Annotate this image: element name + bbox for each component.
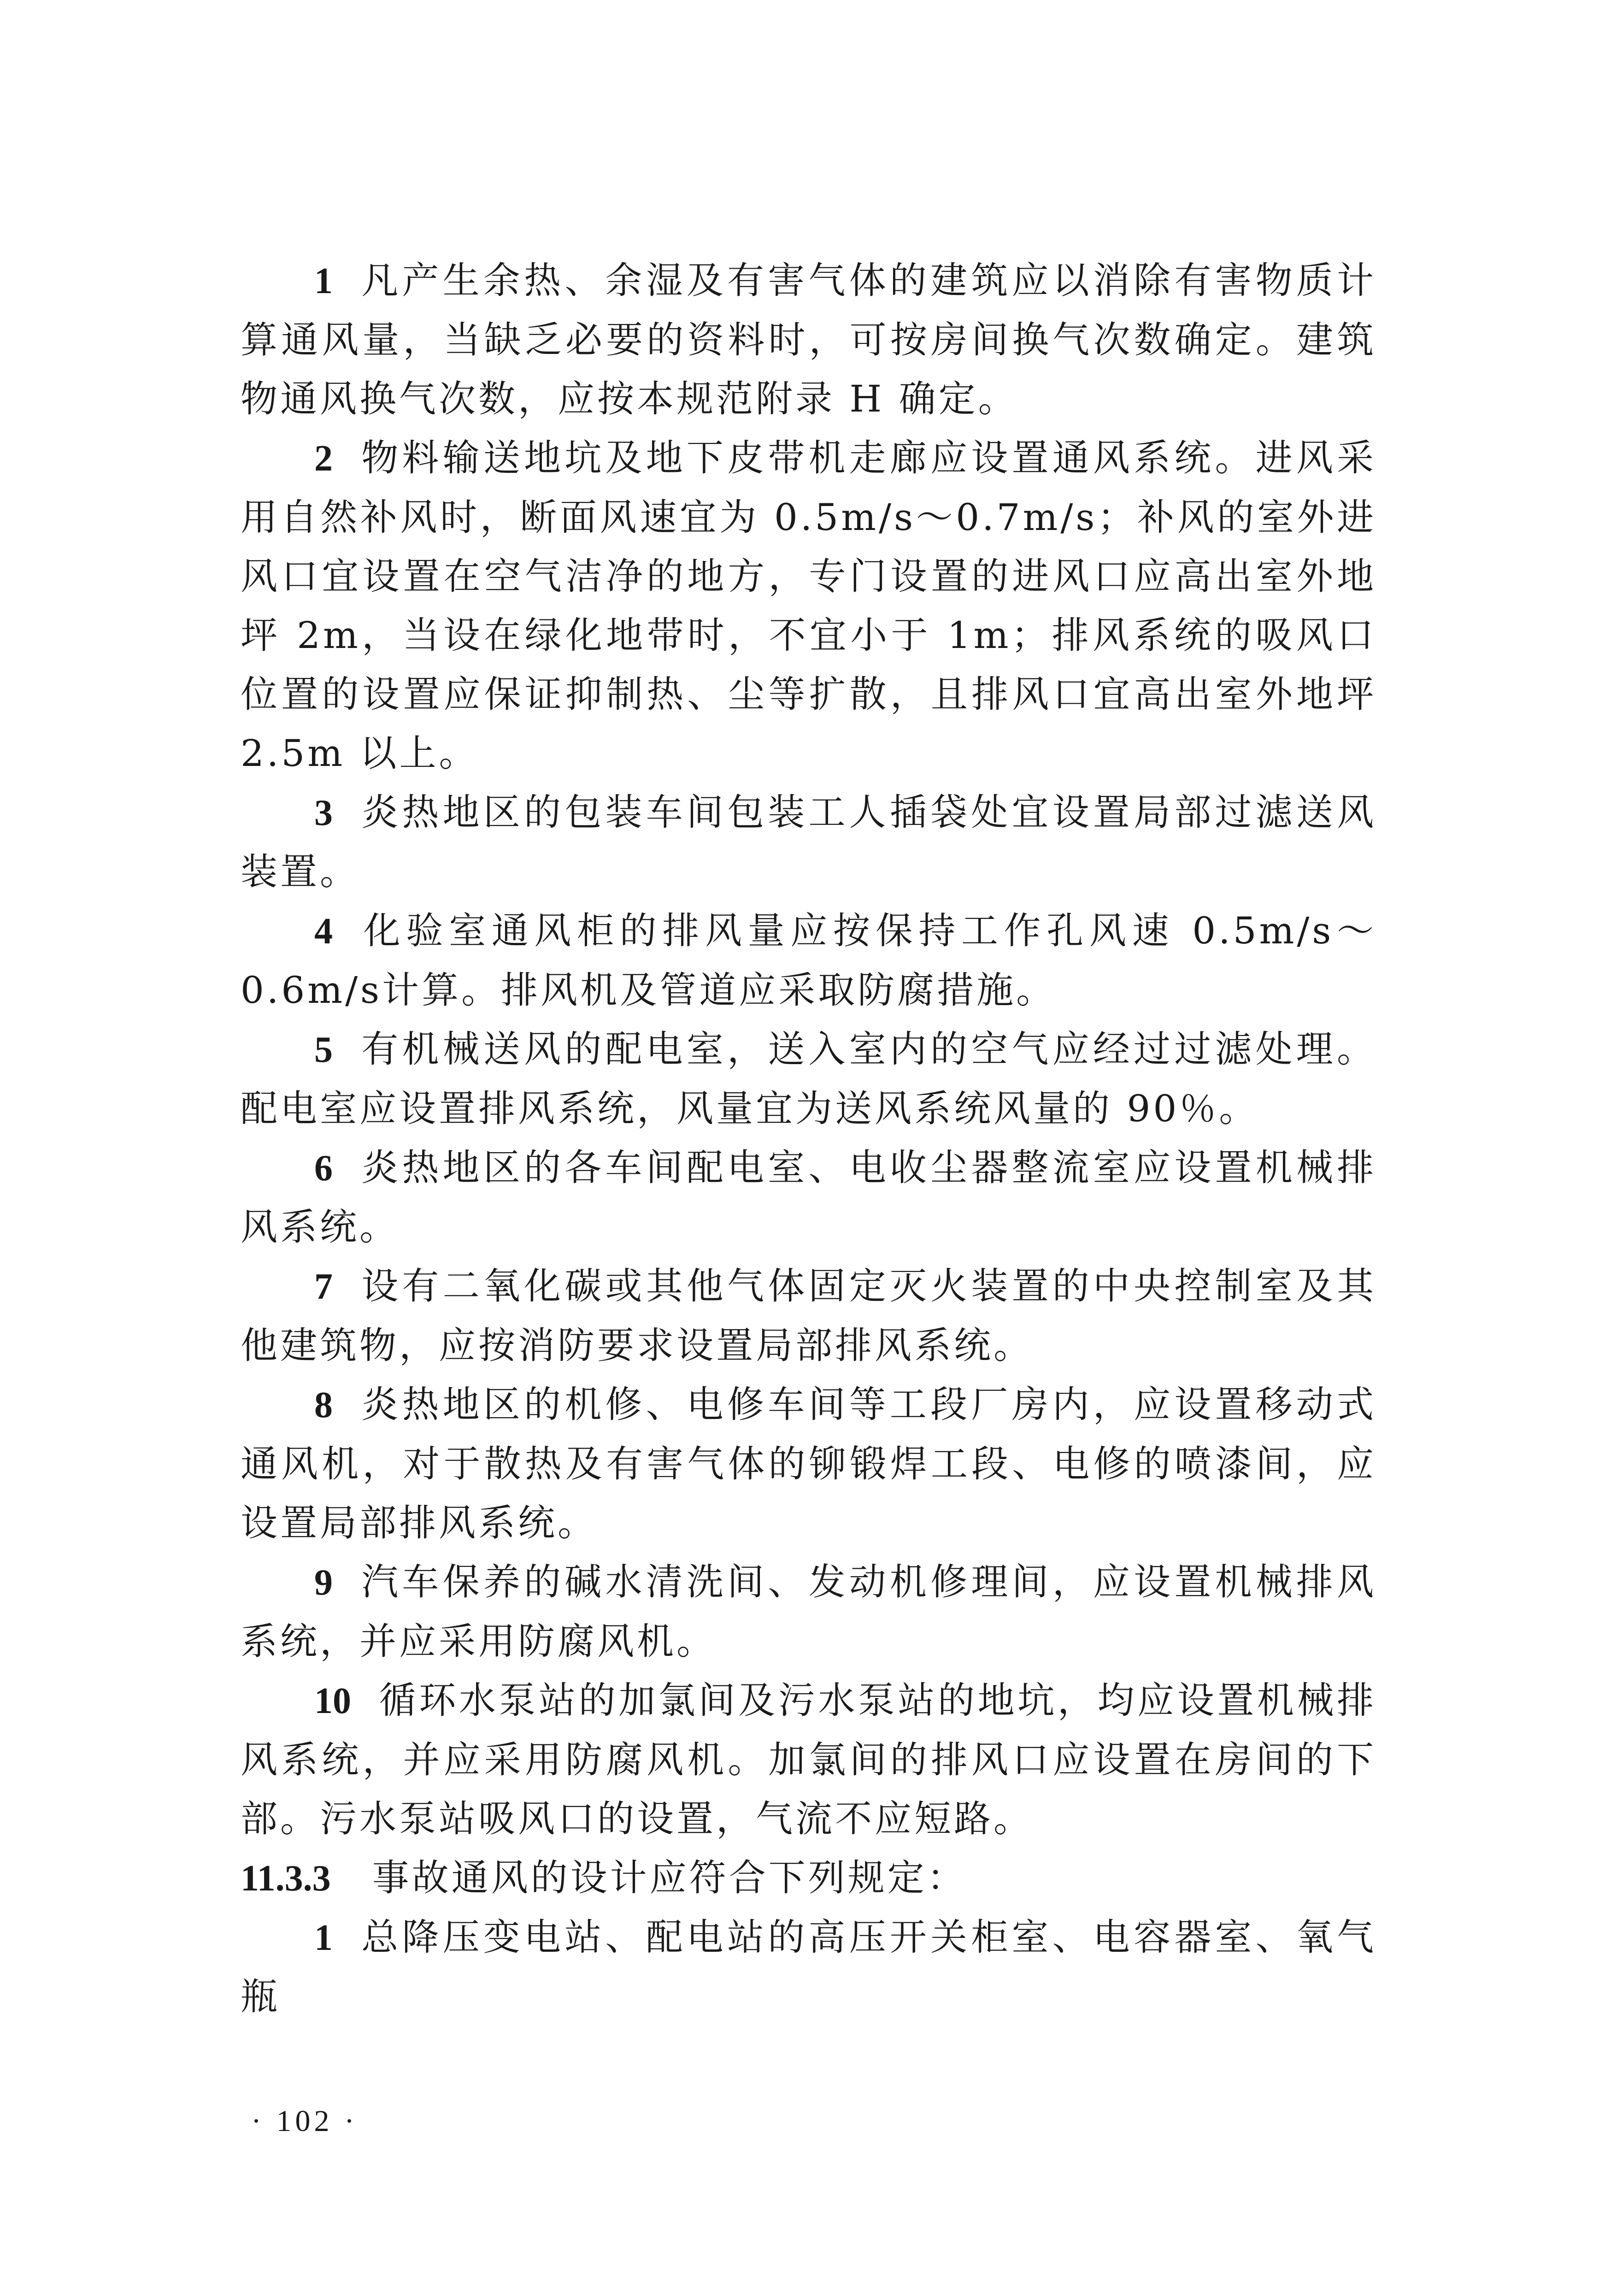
item-text: 凡产生余热、余湿及有害气体的建筑应以消除有害物质计算通风量，当缺乏必要的资料时，可按房间换气次数确定。建筑物通风换气次数，应按本规范附录 H 确定。: [241, 259, 1376, 420]
item-number: 6: [314, 1148, 333, 1189]
item-text: 有机械送风的配电室，送入室内的空气应经过过滤处理。配电室应设置排风系统，风量宜为送风系统风量的 90％。: [241, 1028, 1376, 1130]
item-text: 炎热地区的各车间配电室、电收尘器整流室应设置机械排风系统。: [241, 1146, 1376, 1248]
item-number: 1: [314, 1918, 333, 1958]
item-text: 炎热地区的机修、电修车间等工段厂房内，应设置移动式通风机，对于散热及有害气体的铆锻焊工段、电修的喷漆间，应设置局部排风系统。: [241, 1383, 1376, 1544]
list-item: [241, 901, 1376, 1020]
list-item: [241, 1375, 1376, 1553]
item-number: 4: [314, 911, 333, 952]
item-number: 9: [314, 1562, 333, 1603]
item-number: 3: [314, 793, 333, 833]
list-item: [241, 1908, 1376, 2026]
item-number: 7: [314, 1266, 333, 1307]
item-number: 5: [314, 1030, 333, 1070]
item-number: 2: [314, 438, 333, 479]
clause-heading: [241, 1849, 1376, 1908]
list-item: [241, 1671, 1376, 1849]
page-content: [241, 251, 1376, 2026]
item-number: 1: [314, 261, 333, 301]
clause-text: 事故通风的设计应符合下列规定：: [372, 1856, 967, 1899]
item-text: 化验室通风柜的排风量应按保持工作孔风速 0.5m/s～0.6m/s计算。排风机及管道应采取防腐措施。: [241, 909, 1376, 1012]
item-text: 总降压变电站、配电站的高压开关柜室、电容器室、氧气瓶: [241, 1916, 1376, 2018]
list-item: [241, 429, 1376, 783]
item-text: 炎热地区的包装车间包装工人插袋处宜设置局部过滤送风装置。: [241, 791, 1376, 893]
item-text: 设有二氧化碳或其他气体固定灭火装置的中央控制室及其他建筑物，应按消防要求设置局部排风系统。: [241, 1265, 1376, 1367]
list-item: [241, 1257, 1376, 1375]
item-number: 8: [314, 1385, 333, 1425]
clause-number: 11.3.3: [241, 1858, 331, 1899]
item-number: 10: [314, 1681, 351, 1721]
list-item: [241, 1553, 1376, 1671]
list-item: [241, 251, 1376, 429]
page-number: · 102 ·: [251, 2104, 358, 2138]
list-item: [241, 1020, 1376, 1138]
list-item: [241, 783, 1376, 901]
item-text: 汽车保养的碱水清洗间、发动机修理间，应设置机械排风系统，并应采用防腐风机。: [241, 1560, 1376, 1663]
item-text: 物料输送地坑及地下皮带机走廊应设置通风系统。进风采用自然补风时，断面风速宜为 0.5m/s～0.7m/s；补风的室外进风口宜设置在空气洁净的地方，专门设置的进风口应高出室外地坪 2m，当设在绿化地带时，不宜小于 1m；排风系统的吸风口位置的设置应保证抑制热、尘等扩散，且排风口宜高出室外地坪 2.5m 以上。: [241, 436, 1376, 775]
item-text: 循环水泵站的加氯间及污水泵站的地坑，均应设置机械排风系统，并应采用防腐风机。加氯间的排风口应设置在房间的下部。污水泵站吸风口的设置，气流不应短路。: [241, 1679, 1376, 1840]
list-item: [241, 1138, 1376, 1257]
